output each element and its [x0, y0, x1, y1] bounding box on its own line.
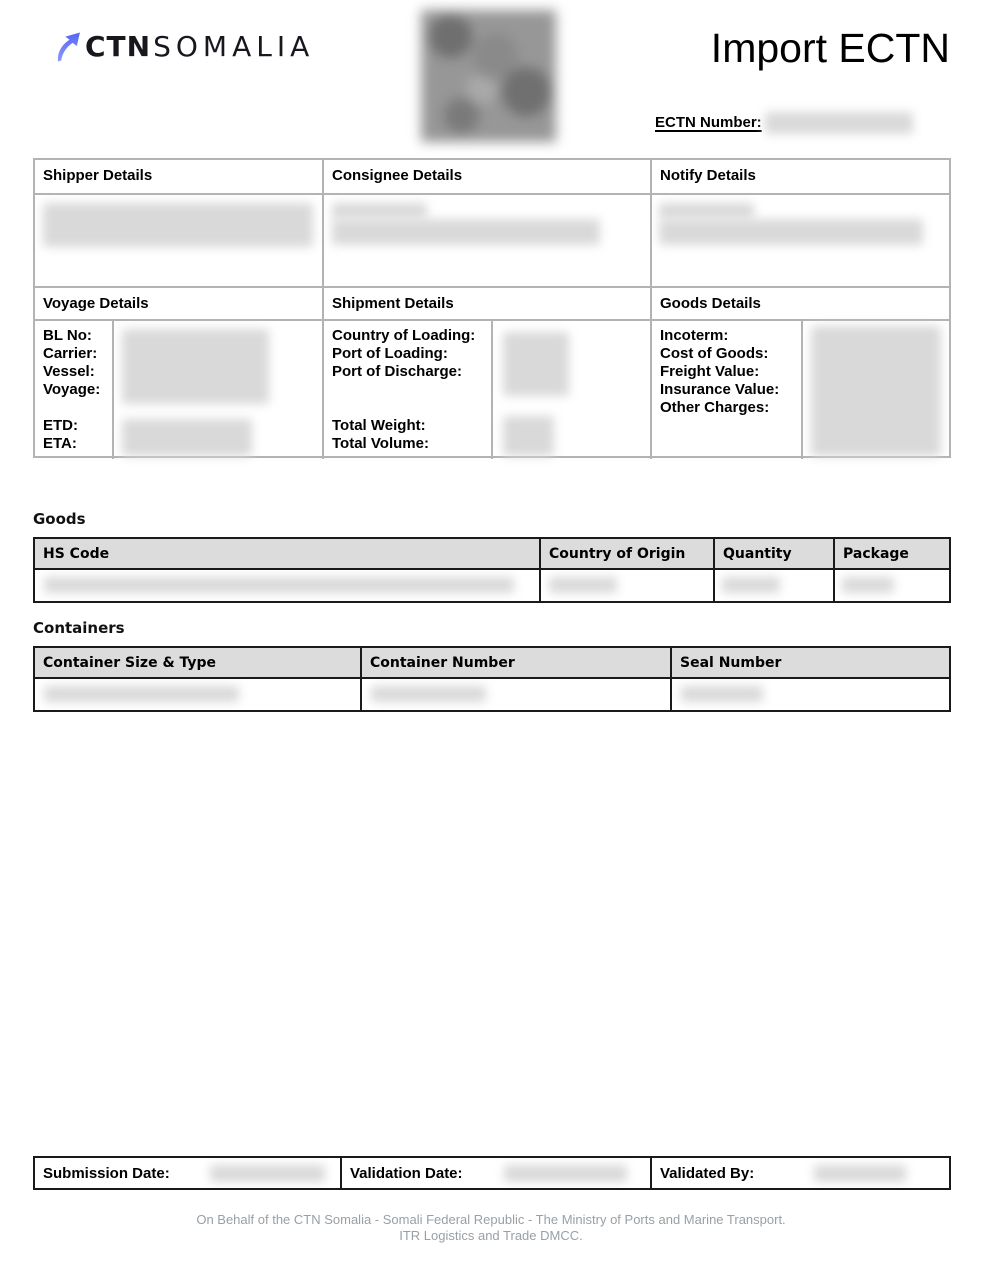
- notify-redacted-line-2: [659, 219, 923, 245]
- shipper-redacted-text: [43, 203, 313, 247]
- incoterm-label: Incoterm:: [660, 327, 729, 344]
- validation-date-cell: [340, 1158, 650, 1188]
- container-number-column-header: Container Number: [360, 648, 670, 677]
- ectn-number-row: [655, 114, 762, 138]
- voyage-details-cell: [35, 319, 322, 459]
- containers-table-header-row: [35, 648, 949, 679]
- containers-table-row: [35, 679, 949, 710]
- ectn-number-label: ECTN Number:: [655, 114, 762, 131]
- ectn-number-redacted: [765, 112, 913, 134]
- footer-line-1: On Behalf of the CTN Somalia - Somali Federal Republic - The Ministry of Ports and Marine Transport.: [196, 1212, 786, 1227]
- shipment-details-cell: [322, 319, 650, 459]
- shipment-details-header: Shipment Details: [322, 286, 650, 319]
- validated-by-cell: [650, 1158, 949, 1188]
- shipment-values-redacted-block-2: [503, 416, 554, 456]
- container-size-type-column-header: Container Size & Type: [43, 655, 217, 671]
- consignee-details-redacted: [322, 193, 650, 286]
- containers-section-heading: Containers: [33, 619, 125, 637]
- page-footer: [0, 1212, 982, 1244]
- shipper-details-header: Shipper Details: [43, 167, 153, 184]
- package-column-header: Package: [833, 539, 949, 568]
- goods-table-row: [35, 570, 949, 601]
- logo-arrow-icon: [55, 31, 82, 63]
- goods-table: [33, 537, 951, 603]
- voyage-values-redacted: [112, 321, 322, 459]
- container-number-redacted: [371, 686, 486, 702]
- voyage-values-redacted-block-1: [122, 329, 269, 404]
- vessel-label: Vessel:: [43, 363, 95, 380]
- seal-number-cell-redacted: [670, 679, 949, 710]
- ctn-somalia-logo: [55, 30, 314, 63]
- shipment-values-redacted-block-1: [503, 332, 569, 396]
- quantity-redacted: [722, 577, 780, 593]
- consignee-redacted-line-2: [332, 219, 600, 245]
- logo-brand-bold: CTN: [85, 30, 152, 63]
- validation-date-label: Validation Date:: [350, 1165, 463, 1182]
- voyage-details-header: Voyage Details: [35, 286, 322, 319]
- consignee-details-header: Consignee Details: [322, 160, 650, 193]
- package-cell-redacted: [833, 570, 949, 601]
- validated-by-label: Validated By:: [660, 1165, 755, 1182]
- validation-table-row: [35, 1158, 949, 1188]
- submission-date-label: Submission Date:: [43, 1165, 170, 1182]
- spacer: [332, 399, 483, 417]
- container-size-type-redacted: [44, 686, 239, 702]
- notify-details-header: Notify Details: [650, 160, 949, 193]
- goods-values-redacted: [801, 321, 949, 459]
- logo-brand-light: SOMALIA: [153, 30, 315, 63]
- total-volume-label: Total Volume:: [332, 435, 429, 452]
- validation-date-redacted: [504, 1165, 627, 1182]
- shipper-details-redacted: [35, 193, 322, 286]
- seal-number-redacted: [681, 686, 763, 702]
- spacer: [43, 399, 104, 417]
- spacer: [332, 381, 483, 399]
- shipment-values-redacted: [491, 321, 650, 459]
- qr-code-redacted: [421, 10, 556, 142]
- voyage-labels: [35, 321, 112, 459]
- country-of-origin-redacted: [549, 577, 617, 593]
- port-of-discharge-label: Port of Discharge:: [332, 363, 463, 380]
- container-number-cell-redacted: [360, 679, 670, 710]
- container-size-type-cell-redacted: [35, 679, 360, 710]
- validation-table: [33, 1156, 951, 1190]
- containers-table: [33, 646, 951, 712]
- goods-details-cell: [650, 319, 949, 459]
- cost-of-goods-label: Cost of Goods:: [660, 345, 769, 362]
- notify-details-redacted: [650, 193, 949, 286]
- goods-detail-labels: [652, 321, 801, 459]
- hs-code-column-header: HS Code: [43, 546, 110, 562]
- package-redacted: [842, 577, 894, 593]
- submission-date-redacted: [210, 1165, 325, 1182]
- voyage-values-redacted-block-2: [122, 419, 252, 456]
- goods-table-header-row: [35, 539, 949, 570]
- details-table: [33, 158, 951, 458]
- hs-code-cell-redacted: [35, 570, 539, 601]
- consignee-redacted-line-1: [332, 203, 427, 219]
- insurance-value-label: Insurance Value:: [660, 381, 780, 398]
- logo-wordmark: [85, 30, 314, 63]
- hs-code-redacted: [44, 577, 514, 593]
- total-weight-label: Total Weight:: [332, 417, 426, 434]
- voyage-label: Voyage:: [43, 381, 101, 398]
- freight-value-label: Freight Value:: [660, 363, 760, 380]
- shipment-labels: [324, 321, 491, 459]
- goods-details-header: Goods Details: [650, 286, 949, 319]
- etd-label: ETD:: [43, 417, 78, 434]
- carrier-label: Carrier:: [43, 345, 98, 362]
- goods-values-redacted-block: [811, 326, 941, 456]
- country-of-origin-column-header: Country of Origin: [539, 539, 713, 568]
- other-charges-label: Other Charges:: [660, 399, 770, 416]
- notify-redacted-line-1: [659, 203, 754, 219]
- seal-number-column-header: Seal Number: [670, 648, 949, 677]
- quantity-cell-redacted: [713, 570, 833, 601]
- goods-section-heading: Goods: [33, 510, 86, 528]
- country-of-origin-cell-redacted: [539, 570, 713, 601]
- submission-date-cell: [35, 1158, 340, 1188]
- port-of-loading-label: Port of Loading:: [332, 345, 448, 362]
- eta-label: ETA:: [43, 435, 77, 452]
- country-of-loading-label: Country of Loading:: [332, 327, 476, 344]
- quantity-column-header: Quantity: [713, 539, 833, 568]
- footer-line-2: ITR Logistics and Trade DMCC.: [399, 1228, 583, 1243]
- validated-by-redacted: [814, 1165, 906, 1182]
- document-title: Import ECTN: [710, 25, 950, 71]
- bl-no-label: BL No:: [43, 327, 92, 344]
